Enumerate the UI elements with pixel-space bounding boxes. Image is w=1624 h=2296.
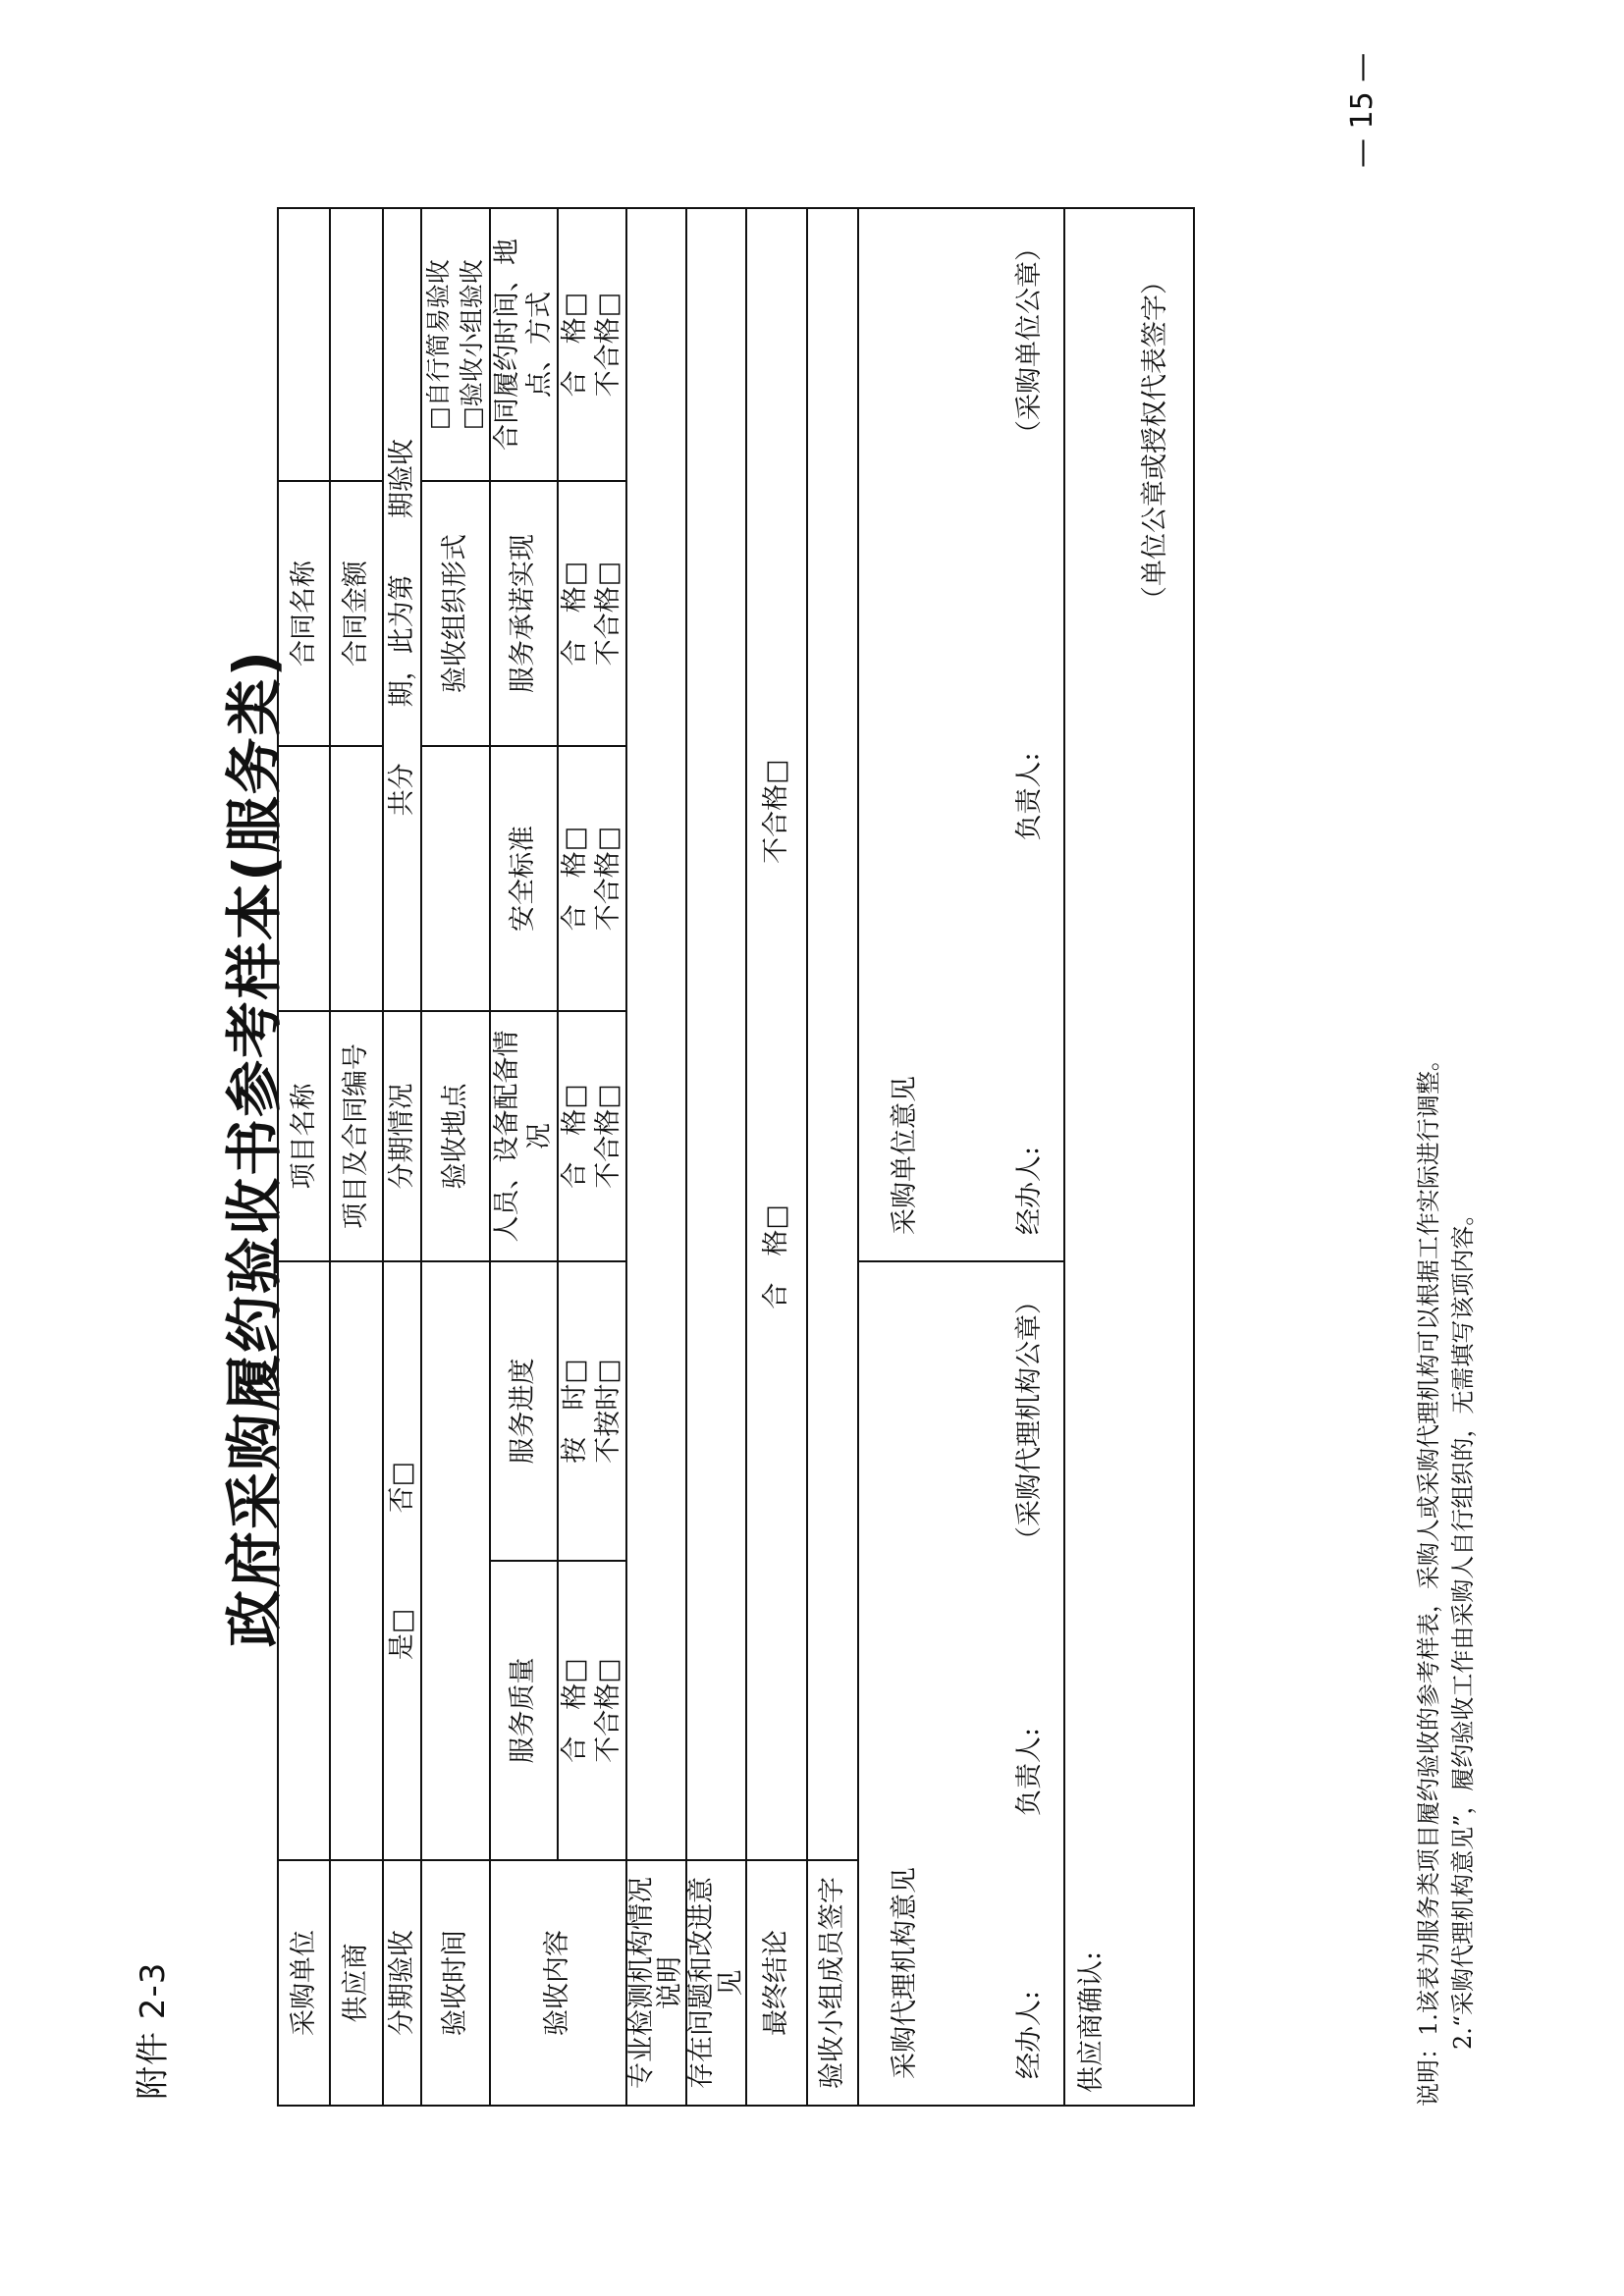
criterion-header: 人员、设备配备情况 <box>490 1011 559 1261</box>
accept-place-value[interactable] <box>421 746 490 1011</box>
notes <box>1412 1047 1481 2107</box>
row-final <box>746 208 807 2106</box>
contract-amount-value[interactable] <box>330 208 383 481</box>
row-supplier-confirm <box>1064 208 1194 2106</box>
stage-info-label: 分期情况 <box>383 1011 421 1261</box>
criterion-option-checkbox[interactable]: 不按时□ <box>592 1359 623 1464</box>
purchaser-handler-label: 经办人: <box>1013 1146 1045 1235</box>
page-number: — 15 — <box>1345 52 1380 168</box>
criterion-options <box>558 1561 626 1860</box>
criterion-header: 服务质量 <box>490 1561 559 1860</box>
staged-options <box>383 1261 421 1860</box>
supplier-seal-label: （单位公章或授权代表签字） <box>1139 268 1170 613</box>
stage-info-value <box>383 208 421 1011</box>
project-name-label: 项目名称 <box>278 1011 330 1261</box>
supplier-value[interactable] <box>330 1261 383 1860</box>
accept-content-label: 验收内容 <box>490 1860 626 2106</box>
row-accept-time <box>421 208 490 2106</box>
issues-value[interactable] <box>686 208 746 1860</box>
contract-name-value[interactable] <box>278 208 330 481</box>
row-staged <box>383 208 421 2106</box>
criterion-header: 合同履约时间、地点、方式 <box>490 208 559 481</box>
criterion-option-checkbox[interactable]: 不合格□ <box>592 292 623 398</box>
row-panel-sign <box>807 208 858 2106</box>
criterion-options <box>558 1011 626 1261</box>
accept-place-label: 验收地点 <box>421 1011 490 1261</box>
row-criteria-headers <box>490 208 559 2106</box>
final-fail-checkbox[interactable]: 不合格□ <box>761 759 792 864</box>
purchaser-label: 采购单位 <box>278 1860 330 2106</box>
criterion-header: 服务承诺实现 <box>490 481 559 746</box>
row-issues <box>686 208 746 2106</box>
agency-responsible-label: 负责人: <box>1013 1727 1045 1816</box>
criterion-option-checkbox[interactable]: 不合格□ <box>592 1084 623 1189</box>
criterion-options <box>558 208 626 481</box>
stage-text-b: 期，此为第 <box>386 574 417 708</box>
accept-form-panel-checkbox[interactable]: □验收小组验收 <box>457 259 486 430</box>
supplier-confirm-cell <box>1064 208 1194 2106</box>
criterion-option-checkbox[interactable]: 按 时□ <box>560 1359 590 1464</box>
criterion-option-checkbox[interactable]: 不合格□ <box>592 1658 623 1763</box>
supplier-confirm-label: 供应商确认: <box>1076 1950 1108 2093</box>
purchaser-opinion-label: 采购单位意见 <box>890 1076 921 1235</box>
accept-form-self-checkbox[interactable]: □自行简易验收 <box>424 259 453 430</box>
accept-form-options <box>421 208 490 481</box>
contract-amount-label: 合同金额 <box>330 481 383 746</box>
criterion-option-checkbox[interactable]: 合 格□ <box>560 1658 590 1763</box>
row-purchaser <box>278 208 330 2106</box>
staged-label: 分期验收 <box>383 1860 421 2106</box>
accept-time-label: 验收时间 <box>421 1860 490 2106</box>
row-opinions <box>858 208 1064 2106</box>
criterion-option-checkbox[interactable]: 不合格□ <box>592 561 623 667</box>
criterion-option-checkbox[interactable]: 合 格□ <box>560 1084 590 1189</box>
criterion-option-checkbox[interactable]: 合 格□ <box>560 292 590 398</box>
accept-form-label: 验收组织形式 <box>421 481 490 746</box>
attachment-label: 附件 2-3 <box>134 1961 173 2100</box>
supplier-label: 供应商 <box>330 1860 383 2106</box>
criterion-options <box>558 746 626 1011</box>
contract-name-label: 合同名称 <box>278 481 330 746</box>
issues-label: 存在问题和改进意见 <box>686 1860 746 2106</box>
agency-opinion-cell <box>858 1261 1064 2106</box>
staged-yes-checkbox[interactable]: 是□ <box>386 1608 417 1661</box>
stage-text-c: 期验收 <box>386 439 417 519</box>
staged-no-checkbox[interactable]: 否□ <box>386 1461 417 1514</box>
final-label: 最终结论 <box>746 1860 807 2106</box>
purchaser-value[interactable] <box>278 1261 330 1860</box>
project-contract-no-label: 项目及合同编号 <box>330 1011 383 1261</box>
project-name-value[interactable] <box>278 746 330 1011</box>
panel-sign-label: 验收小组成员签字 <box>807 1860 858 2106</box>
agency-handler-label: 经办人: <box>1013 1990 1045 2079</box>
pro-test-value[interactable] <box>626 208 686 1860</box>
agency-seal-label: （采购代理机构公章） <box>1013 1288 1045 1553</box>
form-title: 政府采购履约验收书参考样本(服务类) <box>221 648 288 1648</box>
purchaser-seal-label: （采购单位公章） <box>1013 235 1045 447</box>
purchaser-responsible-label: 负责人: <box>1013 752 1045 841</box>
purchaser-opinion-cell <box>858 208 1064 1261</box>
note-line-1: 说明：1.该表为服务类项目履约验收的参考样表，采购人或采购代理机构可以根据工作实际进行调整。 <box>1415 1047 1442 2107</box>
acceptance-form-table <box>277 207 1195 2107</box>
criterion-header: 服务进度 <box>490 1261 559 1561</box>
row-supplier <box>330 208 383 2106</box>
note-line-2: 2.“采购代理机构意见”，履约验收工作由采购人自行组织的，无需填写该项内容。 <box>1448 1201 1477 2050</box>
final-pass-checkbox[interactable]: 合 格□ <box>761 1204 792 1309</box>
criterion-header: 安全标准 <box>490 746 559 1011</box>
accept-time-value[interactable] <box>421 1261 490 1860</box>
stage-text-a: 共分 <box>386 763 417 817</box>
row-criteria-options <box>558 208 626 2106</box>
criterion-option-checkbox[interactable]: 合 格□ <box>560 561 590 667</box>
criterion-option-checkbox[interactable]: 合 格□ <box>560 826 590 932</box>
row-pro-test <box>626 208 686 2106</box>
agency-opinion-label: 采购代理机构意见 <box>890 1867 921 2079</box>
criterion-option-checkbox[interactable]: 不合格□ <box>592 826 623 932</box>
criterion-options <box>558 1261 626 1561</box>
pro-test-label: 专业检测机构情况说明 <box>626 1860 686 2106</box>
criterion-options <box>558 481 626 746</box>
final-options <box>746 208 807 1860</box>
panel-sign-value[interactable] <box>807 208 858 1860</box>
project-contract-no-value[interactable] <box>330 746 383 1011</box>
